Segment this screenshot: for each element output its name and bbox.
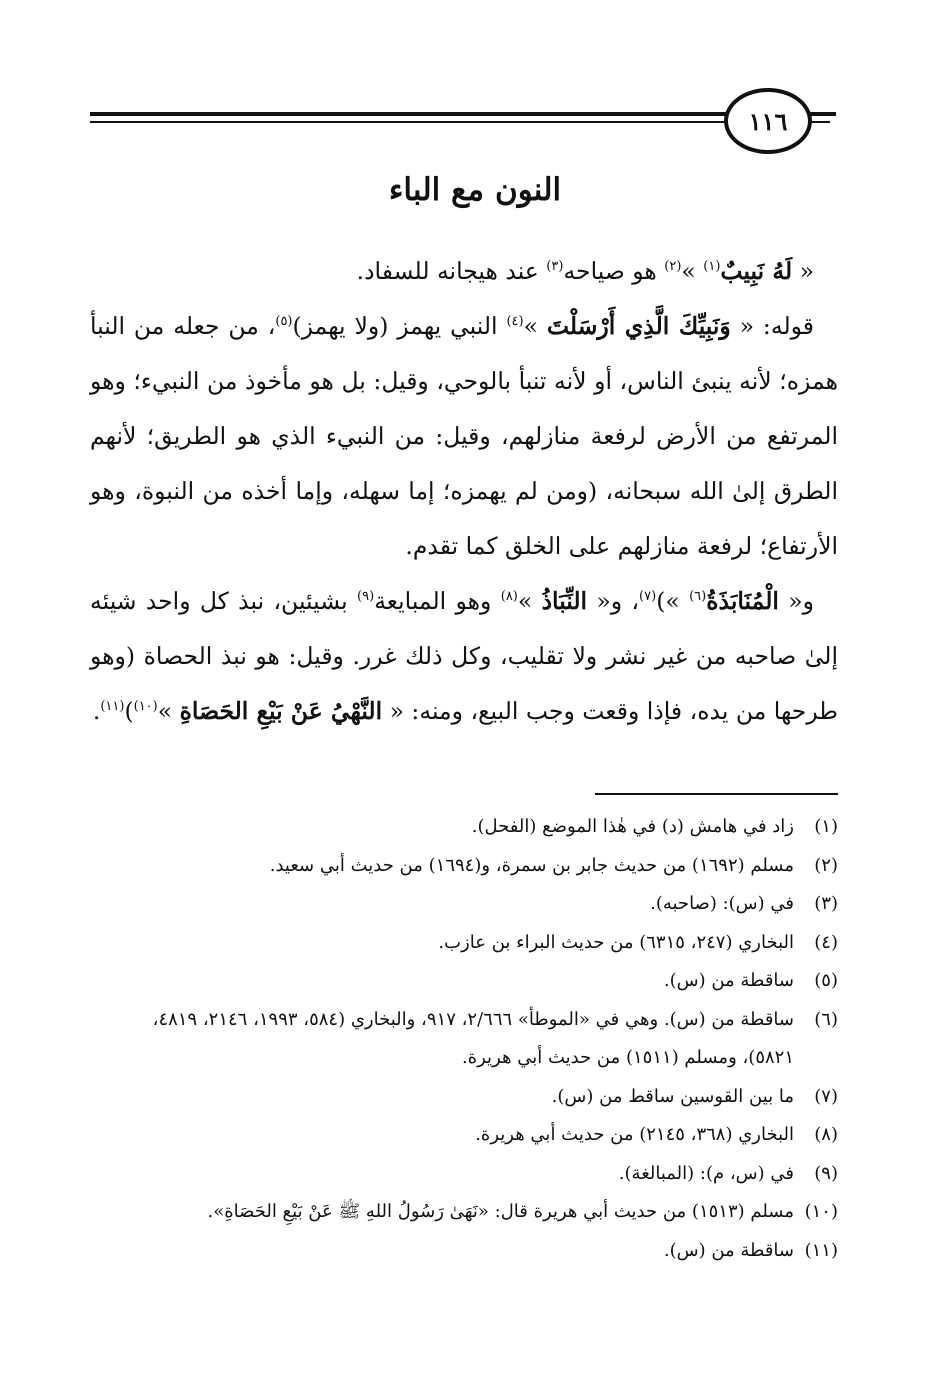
footnote-number: (١١) [804, 1239, 838, 1261]
footnote-ref: (١) [703, 259, 721, 275]
footnote-item [100, 808, 838, 847]
footnote-text: ما بين القوسين ساقط من (س). [551, 1085, 794, 1107]
footnote-item [100, 1232, 838, 1271]
quoted-term: لَهُ نَبِيبٌ [720, 257, 793, 285]
text-run: عند هيجانه للسفاد. [356, 257, 547, 285]
footnote-number: (١) [814, 816, 838, 837]
paragraph [90, 574, 838, 739]
section-title: النون مع الباء [388, 172, 562, 208]
paragraph [90, 299, 838, 574]
text-run: وهو المبايعة [374, 587, 501, 615]
page-number: ١١٦ [724, 88, 812, 154]
text-run: ) [124, 697, 134, 725]
footnote-number: (٥) [814, 970, 838, 991]
footnote-ref: (١١) [100, 699, 125, 715]
footnote-text: ساقطة من (س). وهي في «الموطأ» ٢/٦٦٦، ٩١٧، والبخاري (٥٨٤، ١٩٩٣، ٢١٤٦، ٤٨١٩، ٥٨٢١)، ومسلم (١٥١١) من حديث أبي هريرة. [152, 1008, 794, 1068]
footnote-item [100, 1155, 838, 1194]
text-run: ، من جعله من النبأ همزه؛ لأنه ينبئ الناس، أو لأنه تنبأ بالوحي، وقيل: بل هو مأخوذ من النبيء؛ وهو المرتفع من الأرض لرفعة منازلهم، وقيل: من النبيء الذي هو الطريق؛ لأنهم الطرق إلىٰ الله سبحانه، (ومن لم يهمزه؛ إما سهله، وإما أخذه من النبوة، وهو الأرتفاع؛ لرفعة منازلهم على الخلق كما تقدم. [90, 312, 838, 560]
footnote-text: في (س): (صاحبه). [650, 893, 794, 914]
footnote-number: (١٠) [804, 1201, 838, 1222]
footnote-text: البخاري (٣٦٨، ٢١٤٥) من حديث أبي هريرة. [475, 1124, 794, 1145]
text-run: . [92, 697, 101, 725]
footnote-item [100, 924, 838, 963]
text-run: » [157, 697, 180, 725]
footnote-ref: (١٠) [133, 699, 158, 715]
quoted-term: وَنَبِيِّكَ الَّذِي أَرْسَلْتَ [546, 312, 731, 340]
footnote-text: مسلم (١٦٩٢) من حديث جابر بن سمرة، و(١٦٩٤) من حديث أبي سعيد. [269, 854, 794, 876]
footnote-number: (٧) [814, 1085, 838, 1107]
quoted-term: النِّبَاذُ [541, 587, 588, 615]
text-run: و« [778, 587, 814, 615]
text-run: « [792, 257, 814, 285]
header-rule-thick [90, 112, 730, 116]
footnote-text: مسلم (١٥١٣) من حديث أبي هريرة قال: «نَهَىٰ رَسُولُ اللهِ ﷺ عَنْ بَيْعِ الحَصَاةِ». [207, 1201, 794, 1222]
text-run: بشيئين، نبذ كل واحد شيئه إلىٰ صاحبه من غير نشر ولا تقليب، وكل ذلك غرر. وقيل: هو نبذ الحصاة (وهو طرحها من يده، فإذا وقعت وجب البيع، ومنه: « [90, 587, 838, 725]
footnote-ref: (٥) [275, 314, 293, 330]
footnote-item [100, 1001, 838, 1078]
footnote-text: ساقطة من (س). [663, 1239, 794, 1261]
quoted-term: الْمُنَابَذَةُ [706, 587, 779, 615]
footnote-ref: (٩) [357, 589, 375, 605]
paragraph [90, 244, 838, 299]
header-rule-thin [90, 121, 730, 123]
footnote-item [100, 847, 838, 886]
footnote-item [100, 1193, 838, 1232]
main-text [90, 244, 838, 739]
footnote-number: (٢) [814, 854, 838, 876]
text-run: ، و« [587, 587, 640, 615]
footnote-ref: (٢) [664, 259, 682, 275]
footnote-text: في (س، م): (المبالغة). [618, 1162, 794, 1184]
text-run: » [681, 257, 704, 285]
footnote-separator [595, 793, 838, 795]
footnote-ref: (٦) [689, 589, 707, 605]
footnotes [100, 808, 838, 1270]
footnote-item [100, 1078, 838, 1117]
footnote-number: (٨) [814, 1124, 838, 1145]
footnote-text: زاد في هامش (د) في هٰذا الموضع (الفحل). [471, 816, 794, 837]
footnote-number: (٣) [814, 893, 838, 914]
footnote-ref: (٧) [639, 589, 657, 605]
text-run: » [523, 312, 547, 340]
footnote-ref: (٤) [506, 314, 524, 330]
footnote-ref: (٨) [500, 589, 518, 605]
footnote-number: (٩) [814, 1162, 838, 1184]
footnote-number: (٤) [814, 931, 838, 953]
footnote-text: ساقطة من (س). [663, 970, 794, 991]
footnote-item [100, 885, 838, 924]
footnote-item [100, 962, 838, 1001]
footnote-item [100, 1116, 838, 1155]
footnote-text: البخاري (٢٤٧، ٦٣١٥) من حديث البراء بن عازب. [438, 931, 794, 953]
text-run: ») [656, 587, 690, 615]
text-run: هو صياحه [563, 257, 665, 285]
text-run: قوله: « [730, 312, 814, 340]
text-run: » [517, 587, 542, 615]
footnote-number: (٦) [814, 1008, 838, 1030]
text-run: النبي يهمز (ولا يهمز) [292, 312, 507, 340]
quoted-term: النَّهْيُ عَنْ بَيْعِ الحَصَاةِ [179, 697, 383, 725]
footnote-ref: (٣) [546, 259, 564, 275]
